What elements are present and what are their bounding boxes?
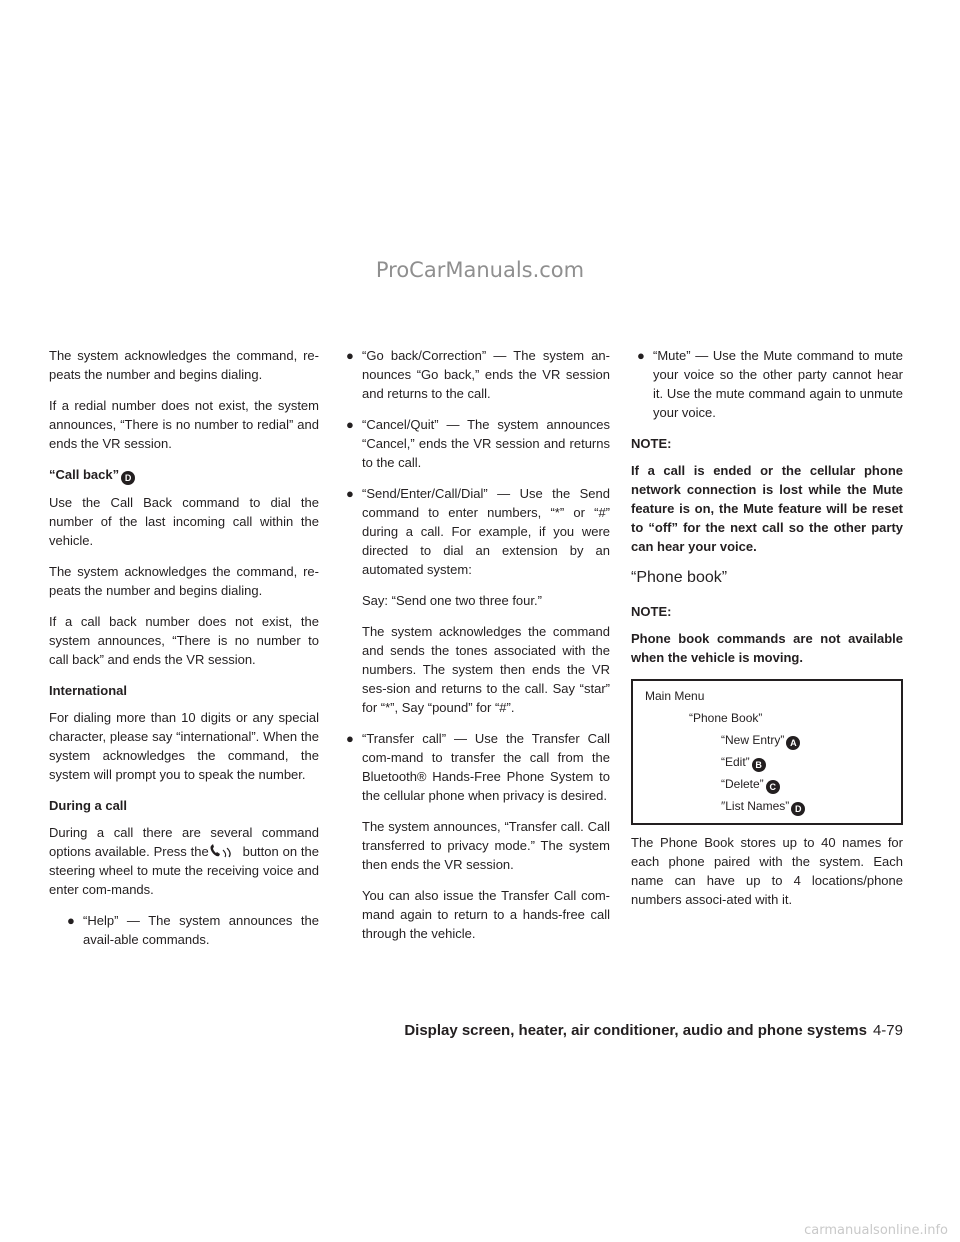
bullet-icon: ● [346,486,354,501]
paragraph: You can also issue the Transfer Call com-mand again to return to a hands-free call through the vehicle. [362,888,610,941]
note-text: If a call is ended or the cellular phone network connection is lost while the Mute feature is on, the Mute feature will be reset to “off” for the next call so the other party can hear your voice. [631,463,903,554]
marker-b-icon: B [752,758,766,772]
list-item: ● “Transfer call” — Use the Transfer Call com-mand to transfer the call from the Bluetooth® Hands-Free Phone System to the cellular phone when privacy is desired. [346,731,610,803]
menu-item-edit: “Edit” B [645,751,889,773]
menu-item-phone-book: “Phone Book” [689,711,763,725]
bullet-icon: ● [346,417,354,432]
list-item: ● “Send/Enter/Call/Dial” — Use the Send command to enter numbers, “*” or “#” during a call. For example, if you were directed to dial an extension by an automated system: [346,486,610,577]
heading-international: International [49,683,128,698]
menu-item-delete: “Delete” C [645,773,889,795]
paragraph: Say: “Send one two three four.” [362,593,542,608]
paragraph: If a redial number does not exist, the system announces, “There is no number to redial” and ends the VR session. [49,398,319,451]
phone-talk-icon [209,844,239,858]
menu-item-main: Main Menu [645,689,705,703]
paragraph: If a call back number does not exist, the system announces, “There is no number to call back” and ends the VR session. [49,614,319,667]
note-label: NOTE: [631,604,672,619]
note-text: Phone book commands are not available when the vehicle is moving. [631,631,903,665]
paragraph: The system acknowledges the command, re-peats the number and begins dialing. [49,564,319,598]
heading-call-back: “Call back” D [49,465,319,485]
menu-tree-box [631,679,903,825]
footer-title: Display screen, heater, air conditioner, audio and phone systems [404,1022,867,1039]
paragraph: Use the Call Back command to dial the number of the last incoming call within the vehicle. [49,495,319,548]
section-title-phone-book: “Phone book” [631,569,728,586]
bullet-icon: ● [346,731,354,746]
menu-item-list-names: ″List Names” D [645,795,889,817]
paragraph: The system announces, “Transfer call. Call transferred to privacy mode.” The system then ends the VR session. [362,819,610,872]
paragraph: The Phone Book stores up to 40 names for each phone paired with the system. Each name can have up to 4 locations/phone numbers associ-ated with it. [631,835,903,907]
column-1 [49,346,319,961]
watermark-bottom: carmanualsonline.info [804,1223,948,1238]
paragraph: For dialing more than 10 digits or any special character, please say “international”. When the system acknowledges the command, the system will prompt you to speak the number. [49,710,319,782]
marker-a-icon: A [786,736,800,750]
paragraph: The system acknowledges the command and sends the tones associated with the numbers. The system then ends the VR ses-sion and returns to the call. Say “star” for “*”, Say “pound” for “#”. [362,624,610,715]
list-item: ● “Cancel/Quit” — The system announces “Cancel,” ends the VR session and returns to the call. [346,417,610,470]
list-item: ● “Help” — The system announces the avail-able commands. [67,913,319,947]
column-2 [340,346,610,955]
marker-c-icon: C [766,780,780,794]
column-3 [631,346,903,921]
bullet-icon: ● [67,913,75,928]
bullet-icon: ● [637,348,645,363]
bullet-icon: ● [346,348,354,363]
note-label: NOTE: [631,436,672,451]
heading-during-a-call: During a call [49,798,128,813]
list-item: ● “Go back/Correction” — The system an-nounces “Go back,” ends the VR session and returns to the call. [346,348,610,401]
list-item: ● “Mute” — Use the Mute command to mute your voice so the other party cannot hear it. Use the mute command again to unmute your voice. [637,348,903,420]
paragraph: During a call there are several command options available. Press the button on the steering wheel to mute the receiving voice and enter com-mands. [49,825,319,897]
marker-d-icon: D [121,471,135,485]
page-footer [404,1022,903,1039]
menu-item-new-entry: “New Entry” A [645,729,889,751]
page-number: 4-79 [872,1022,903,1039]
watermark-top: ProCarManuals.com [375,258,585,282]
paragraph: The system acknowledges the command, re-peats the number and begins dialing. [49,348,319,382]
marker-d-icon: D [791,802,805,816]
